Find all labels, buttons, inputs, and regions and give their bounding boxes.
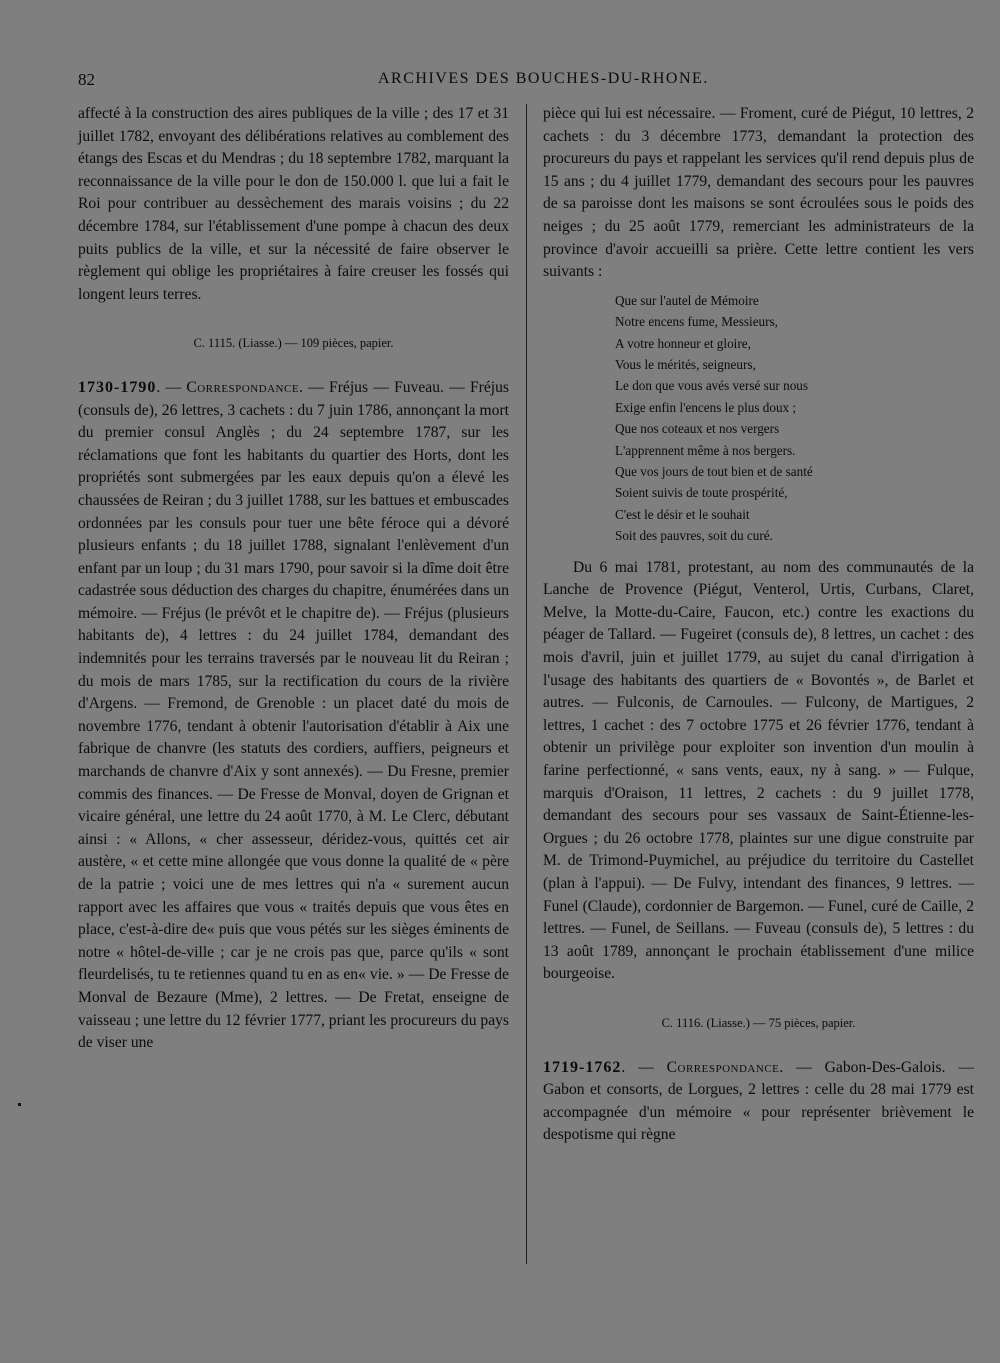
poem-line: A votre honneur et gloire,	[615, 335, 751, 351]
poem	[615, 290, 974, 547]
right-column	[543, 103, 974, 1147]
entry-heading: Correspondance	[186, 378, 300, 396]
left-column	[78, 103, 509, 1055]
entry-separator: . —	[156, 378, 187, 396]
page-number: 82	[78, 70, 95, 89]
column-divider	[526, 104, 527, 1264]
poem-line: Que vos jours de tout bien et de santé	[615, 464, 813, 479]
poem-line: Notre encens fume, Messieurs,	[615, 314, 778, 330]
paragraph: pièce qui lui est nécessaire. — Froment, curé de Piégut, 10 lettres, 2 cachets : du 3 décembre 1773, demandant la protection des procureurs du pays et rappelant les services qu'il rend depuis plus de 15 ans ; du 4 juillet 1779, demandant des secours pour les pauvres de sa paroisse dont les maisons se sont écroulées sous le poids des neiges ; du 25 août 1779, remerciant les administrateurs de la province d'avoir accueilli sa prière. Cette lettre contient les vers suivants :	[543, 105, 974, 281]
paragraph: Du 6 mai 1781, protestant, au nom des communautés de la Lanche de Provence (Piégut, Venterol, Urtis, Curbans, Claret, Melve, la Motte-du-Caire, Faucon, etc.) contre les exactions du péager de Tallard. — Fugeiret (consuls de), 8 lettres, un cachet : des mois d'avril, juin et juillet 1779, au sujet du canal d'irrigation à l'usage des habitants des quartiers de « Bovontés », de Barlet et autres. — Fulconis, de Carnoules. — Fulcony, de Martigues, 2 lettres, 1 cachet : des 7 octobre 1775 et 26 février 1776, tendant à obtenir un privilège pour exploiter son invention d'un moulin à farine perfectionné, « sans vents, eaux, ny à sang. » — Fulque, marquis d'Oraison, 11 lettres, 2 cachets : du 9 juillet 1778, demandant des secours pour ses vassaux de Saint-Étienne-les-Orgues ; du 26 octobre 1778, plaintes sur une digue construite par M. de Trimond-Puymichel, au préjudice du territoire du Castellet (plan à l'appui). — De Fulvy, intendant des finances, 9 lettres. — Funel (Claude), cordonnier de Bargemon. — Funel, curé de Caille, 2 lettres. — Funel, de Seillans. — Fuveau (consuls de), 5 lettres : du 13 août 1789, annonçant le prochain établissement d'une milice bourgeoise.	[543, 558, 974, 983]
entry-date: 1730-1790	[78, 378, 157, 396]
entry-heading: Correspondance	[666, 1058, 780, 1076]
paragraph: affecté à la construction des aires publiques de la ville ; des 17 et 31 juillet 1782, envoyant des délibérations relatives au comblement des étangs des Escas et du Mendras ; du 18 septembre 1782, marquant la reconnaissance de la ville pour le don de 150.000 l. que lui a fait le Roi pour contribuer au dessèchement des marais voisins ; du 22 décembre 1784, sur l'établissement d'une pompe à chacun des deux puits publics de la ville, et sur la nécessité de faire observer le règlement qui oblige les propriétaires à faire creuser les fossés qui longent leurs terres.	[78, 105, 509, 303]
poem-line: Exige enfin l'encens le plus doux ;	[615, 399, 797, 415]
page-title: ARCHIVES DES BOUCHES-DU-RHONE.	[378, 70, 709, 87]
archive-reference: C. 1116. (Liasse.) — 75 pièces, papier.	[661, 1015, 856, 1030]
poem-line: C'est le désir et le souhait	[615, 506, 750, 522]
poem-line: Vous le mérités, seigneurs,	[615, 356, 756, 372]
entry-body: . — Gabon-Des-Galois. — Gabon et consorts, de Lorgues, 2 lettres : celle du 28 mai 1779 est accompagnée d'un mémoire « pour représenter brièvement le despotisme qui règne	[543, 1058, 974, 1144]
entry-paragraph	[78, 377, 509, 1055]
entry-date: 1719-1762	[543, 1058, 622, 1076]
entry-body: . — Fréjus — Fuveau. — Fréjus (consuls de), 26 lettres, 3 cachets : du 7 juin 1786, annonçant la mort du premier consul Anglès ; du 24 septembre 1787, sur les réclamations que font les habitants du quartier des Horts, dont les propriétés sont submergées par les eaux depuis qu'on a élevé les chaussées de Reiran ; du 3 juillet 1788, sur les battues et embuscades ordonnées par les consuls pour tuer une bête féroce qui a dévoré plusieurs enfants ; du 18 juillet 1788, signalant l'enlèvement d'un enfant par un loup ; du 31 mars 1790, pour savoir si la dîme doit être cadastrée sous déduction des charges du chapitre, énumérées dans un mémoire. — Fréjus (le prévôt et le chapitre de). — Fréjus (plusieurs habitants de), 4 lettres : du 24 juillet 1784, demandant des indemnités pour les terrains traversés par le nouveau lit du Reiran ; du mois de mars 1785, sur la rectification du cours de la rivière d'Argens. — Fremond, de Grenoble : un placet daté du mois de novembre 1776, tendant à obtenir l'autorisation d'établir à Aix une fabrique de chanvre (les statuts des cordiers, auffiers, peigneurs et marchands de chanvre d'Aix y sont annexés). — Du Fresne, premier commis des finances. — De Fresse de Monval, doyen de Grignan et vicaire général, une lettre du 24 août 1770, à M. Le Clerc, débutant ainsi : « Allons, « cher assesseur, déridez-vous, quittés cet air austère, « et cette mine allongée que vous donne la qualité de « père de la patrie ; voici une de mes lettres qui n'a « surement aucun rapport avec les affaires que vous « traités depuis que vous êtes en place, c'est-à-dire de« puis que vous pétés sur les sièges éminents de notre « hôtel-de-ville ; car je ne crois pas que, parce qu'ils « sont fleurdelisés, tu te retiennes quand tu en as en« vie. » — De Fresse de Monval de Bezaure (Mme), 2 lettres. — De Fretat, enseigne de vaisseau ; une lettre du 12 février 1777, priant les procureurs du pays de viser une	[78, 378, 509, 1052]
archive-reference: C. 1115. (Liasse.) — 109 pièces, papier.	[193, 336, 394, 351]
running-head	[78, 70, 978, 94]
entry-paragraph	[543, 1057, 974, 1147]
entry-separator: . —	[621, 1058, 667, 1076]
poem-line: Que nos coteaux et nos vergers	[615, 421, 780, 437]
stray-ink-mark	[18, 1103, 21, 1106]
poem-line: Que sur l'autel de Mémoire	[615, 292, 759, 308]
poem-line: L'apprennent même à nos bergers.	[615, 442, 796, 458]
poem-line: Le don que vous avés versé sur nous	[615, 378, 809, 394]
poem-line: Soit des pauvres, soit du curé.	[615, 528, 773, 544]
poem-line: Soient suivis de toute prospérité,	[615, 485, 788, 501]
